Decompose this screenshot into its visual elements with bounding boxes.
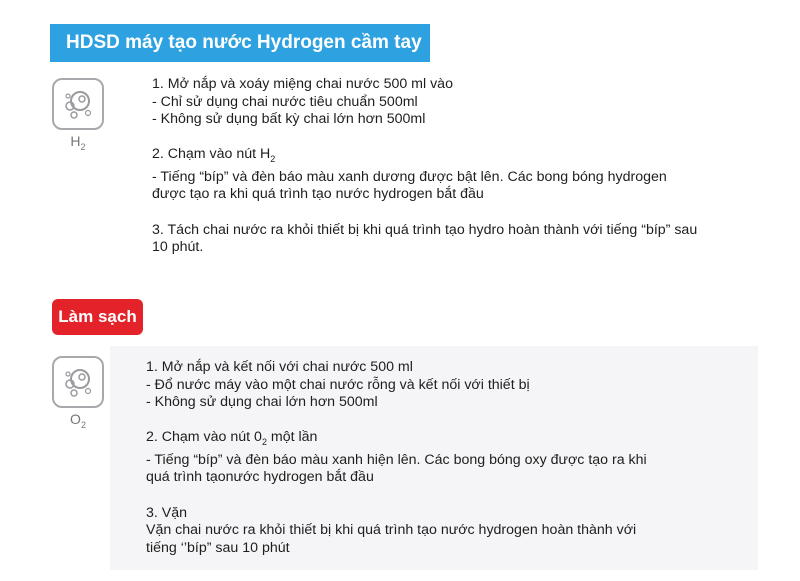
step-line: 2. Chạm vào nút $H_2$ (152, 146, 276, 165)
step-line: 3. Vặn (146, 504, 188, 521)
step-line: - Không sử dụng chai lớn hơn 500ml (146, 394, 378, 411)
step-line: 10 phút. (152, 239, 204, 256)
section-title-cleaning: Làm sạch (52, 299, 143, 335)
step-line: - Đổ nước máy vào một chai nước rỗng và kết nối với thiết bị (146, 376, 530, 393)
step-line: 3. Tách chai nước ra khỏi thiết bị khi quá trình tạo hydro hoàn thành với tiếng “bíp” sau (152, 221, 698, 238)
step-line: 1. Mở nắp và kết nối với chai nước 500 ml (146, 359, 413, 375)
usage-steps (152, 76, 697, 257)
step-line: - Không sử dụng bất kỳ chai lớn hơn 500ml (152, 111, 426, 128)
step-line: 1. Mở nắp và xoáy miệng chai nước 500 ml vào (152, 76, 453, 92)
icon-label-h2: $H_2$ (70, 133, 86, 152)
step-line: Vặn chai nước ra khỏi thiết bị khi quá trình tạo nước hydrogen hoàn thành với (146, 522, 637, 539)
step-line: quá trình tạonước hydrogen bắt đầu (146, 469, 374, 486)
step-line: - Tiếng “bíp” và đèn báo màu xanh hiện lên. Các bong bóng oxy được tạo ra khi (146, 451, 647, 468)
section-title-usage: HDSD máy tạo nước Hydrogen cầm tay (50, 24, 430, 62)
icon-label-o2: $O_2$ (70, 411, 86, 430)
step-line: - Tiếng “bíp” và đèn báo màu xanh dương được bật lên. Các bong bóng hydrogen (152, 168, 667, 185)
bubbles-icon (52, 356, 104, 408)
step-line: 2. Chạm vào nút $0_2$ một lần (146, 429, 318, 448)
bubbles-icon (52, 78, 104, 130)
step-line: - Chỉ sử dụng chai nước tiêu chuẩn 500ml (152, 93, 418, 110)
cleaning-steps (146, 359, 647, 557)
step-line: được tạo ra khi quá trình tạo nước hydrogen bắt đầu (152, 186, 484, 203)
step-line: tiếng ‘’bíp” sau 10 phút (146, 539, 290, 556)
